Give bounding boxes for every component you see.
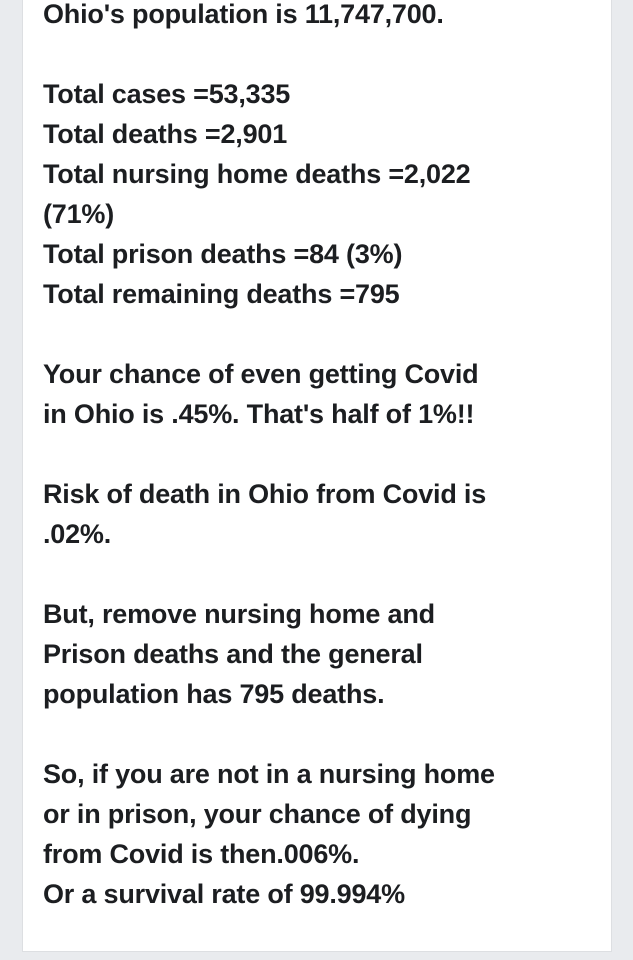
- paragraph-spacer: [43, 434, 603, 474]
- post-card: [22, 0, 612, 952]
- post-line: Risk of death in Ohio from Covid is: [43, 479, 487, 509]
- post-line: But, remove nursing home and: [43, 599, 435, 629]
- post-line: Total cases =53,335: [43, 79, 291, 109]
- post-line: Total nursing home deaths =2,022: [43, 159, 471, 189]
- paragraph-spacer: [43, 554, 603, 594]
- post-line: in Ohio is .45%. That's half of 1%!!: [43, 399, 475, 429]
- post-line: Ohio's population is 11,747,700.: [43, 0, 444, 29]
- post-line: Your chance of even getting Covid: [43, 359, 479, 389]
- post-line: (71%): [43, 199, 115, 229]
- post-line: Total deaths =2,901: [43, 119, 288, 149]
- paragraph-spacer: [43, 714, 603, 754]
- post-line: Prison deaths and the general: [43, 639, 423, 669]
- post-line: Total remaining deaths =795: [43, 279, 400, 309]
- post-line: from Covid is then.006%.: [43, 839, 360, 869]
- post-line: or in prison, your chance of dying: [43, 799, 472, 829]
- paragraph-spacer: [43, 34, 603, 74]
- post-line: population has 795 deaths.: [43, 679, 385, 709]
- paragraph-spacer: [43, 314, 603, 354]
- post-line: Or a survival rate of 99.994%: [43, 879, 405, 909]
- post-line: So, if you are not in a nursing home: [43, 759, 495, 789]
- post-line: .02%.: [43, 519, 112, 549]
- post-text: [43, 0, 603, 914]
- post-line: Total prison deaths =84 (3%): [43, 239, 403, 269]
